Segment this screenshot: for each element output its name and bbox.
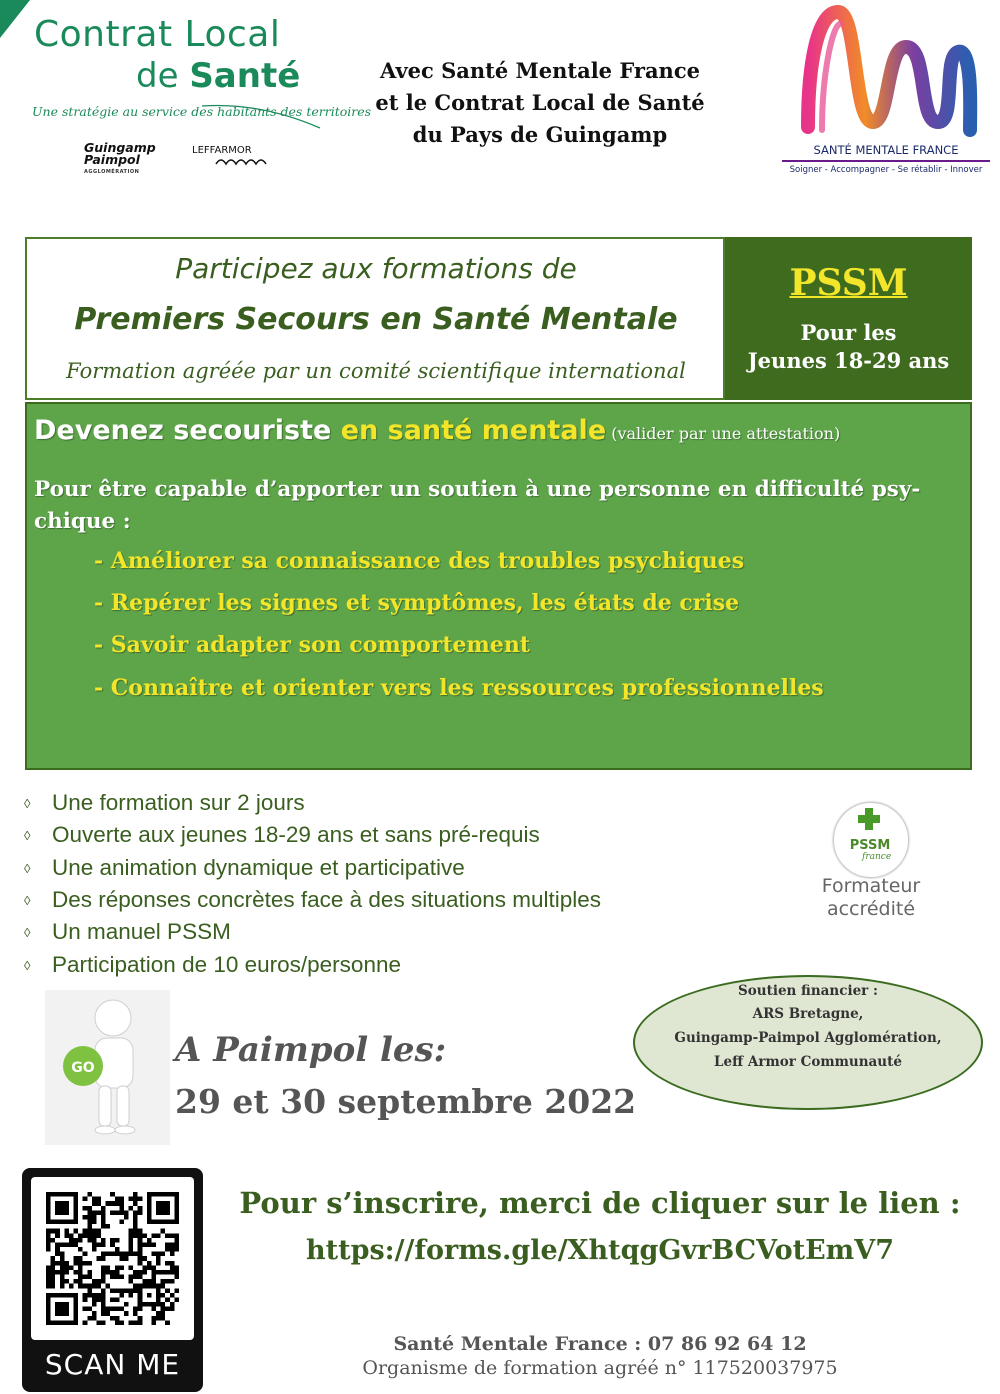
smf-logo-slogan: Soigner - Accompagner - Se rétablir - Innover <box>789 165 983 175</box>
pssm-title: PSSM <box>789 262 908 304</box>
header-line: Avec Santé Mentale France <box>380 58 700 83</box>
banner-line3: Formation agréée par un comité scientifique international <box>66 359 686 383</box>
objective-item: - Repérer les signes et symptômes, les états de crise <box>94 590 740 616</box>
feature-item: ◊ Ouverte aux jeunes 18-29 ans et sans pré-requis <box>24 822 540 847</box>
footer-contact: Santé Mentale France : 07 86 92 64 12 <box>393 1333 807 1355</box>
waves-icon <box>214 156 272 168</box>
objective-item: - Savoir adapter son comportement <box>94 632 530 658</box>
pssm-badge-subtext: france <box>862 852 892 862</box>
formateur-label: Formateur <box>821 875 921 897</box>
objective-item: - Améliorer sa connaissance des troubles psychiques <box>94 548 745 574</box>
event-place: A Paimpol les: <box>175 1030 447 1070</box>
pssm-subtitle-line2: Jeunes 18-29 ans <box>747 348 950 373</box>
swoosh-decoration <box>200 98 322 130</box>
objectives-box <box>25 402 972 770</box>
feature-item: ◊ Participation de 10 euros/personne <box>24 952 401 977</box>
go-label: GO <box>71 1060 95 1076</box>
diamond-bullet-icon: ◊ <box>24 958 31 973</box>
cls-logo-tagline: Une stratégie au service des habitants des territoires <box>32 104 372 119</box>
funding-line: Guingamp-Paimpol Agglomération, <box>674 1030 942 1046</box>
objectives-heading: Devenez secouriste en santé mentale (valider par une attestation) <box>34 415 841 446</box>
header-line: et le Contrat Local de Santé <box>375 90 705 115</box>
diamond-bullet-icon: ◊ <box>24 893 31 908</box>
smf-divider <box>782 160 990 162</box>
header-partnership-text <box>330 55 750 151</box>
feature-item: ◊ Un manuel PSSM <box>24 919 231 944</box>
registration-prompt: Pour s’inscrire, merci de cliquer sur le lien : <box>239 1186 961 1220</box>
cls-logo-title-line2: de Santé <box>136 56 301 96</box>
banner-line2: Premiers Secours en Santé Mentale <box>74 302 678 337</box>
qr-code-icon[interactable] <box>46 1192 179 1325</box>
objectives-intro: Pour être capable d’apporter un soutien à une personne en difficulté psy-chique : <box>34 477 921 534</box>
footer-agreement: Organisme de formation agréé n° 117520037975 <box>362 1357 838 1379</box>
pssm-subtitle-line1: Pour les <box>800 320 897 345</box>
banner-line1: Participez aux formations de <box>175 252 577 285</box>
registration-link[interactable]: https://forms.gle/XhtqgGvrBCVotEmV7 <box>306 1235 894 1266</box>
diamond-bullet-icon: ◊ <box>24 861 31 876</box>
header-line: du Pays de Guingamp <box>412 122 668 147</box>
accredite-label: accrédité <box>826 898 916 920</box>
diamond-bullet-icon: ◊ <box>24 828 31 843</box>
event-dates: 29 et 30 septembre 2022 <box>175 1082 637 1121</box>
feature-item: ◊ Une formation sur 2 jours <box>24 790 305 815</box>
feature-item: ◊ Des réponses concrètes face à des situations multiples <box>24 887 602 912</box>
funding-line: ARS Bretagne, <box>752 1006 864 1022</box>
guingamp-paimpol-logo: Guingamp Paimpol AGGLOMÉRATION <box>84 140 156 175</box>
smf-logo-name: SANTÉ MENTALE FRANCE <box>813 143 959 157</box>
pssm-badge-text: PSSM <box>849 838 891 853</box>
go-figure-illustration <box>45 990 170 1145</box>
diamond-bullet-icon: ◊ <box>24 925 31 940</box>
cls-logo-title-line1: Contrat Local <box>34 14 281 55</box>
leff-armor-logo: LEFFARMOR <box>192 145 252 156</box>
objective-item: - Connaître et orienter vers les ressources professionnelles <box>94 675 824 701</box>
feature-item: ◊ Une animation dynamique et participative <box>24 855 465 880</box>
cls-logo-corner <box>0 0 30 38</box>
scan-me-label: SCAN ME <box>44 1348 181 1381</box>
diamond-bullet-icon: ◊ <box>24 796 31 811</box>
funding-title: Soutien financier : <box>738 983 878 999</box>
medical-cross-icon <box>856 806 882 832</box>
funding-line: Leff Armor Communauté <box>714 1054 902 1070</box>
